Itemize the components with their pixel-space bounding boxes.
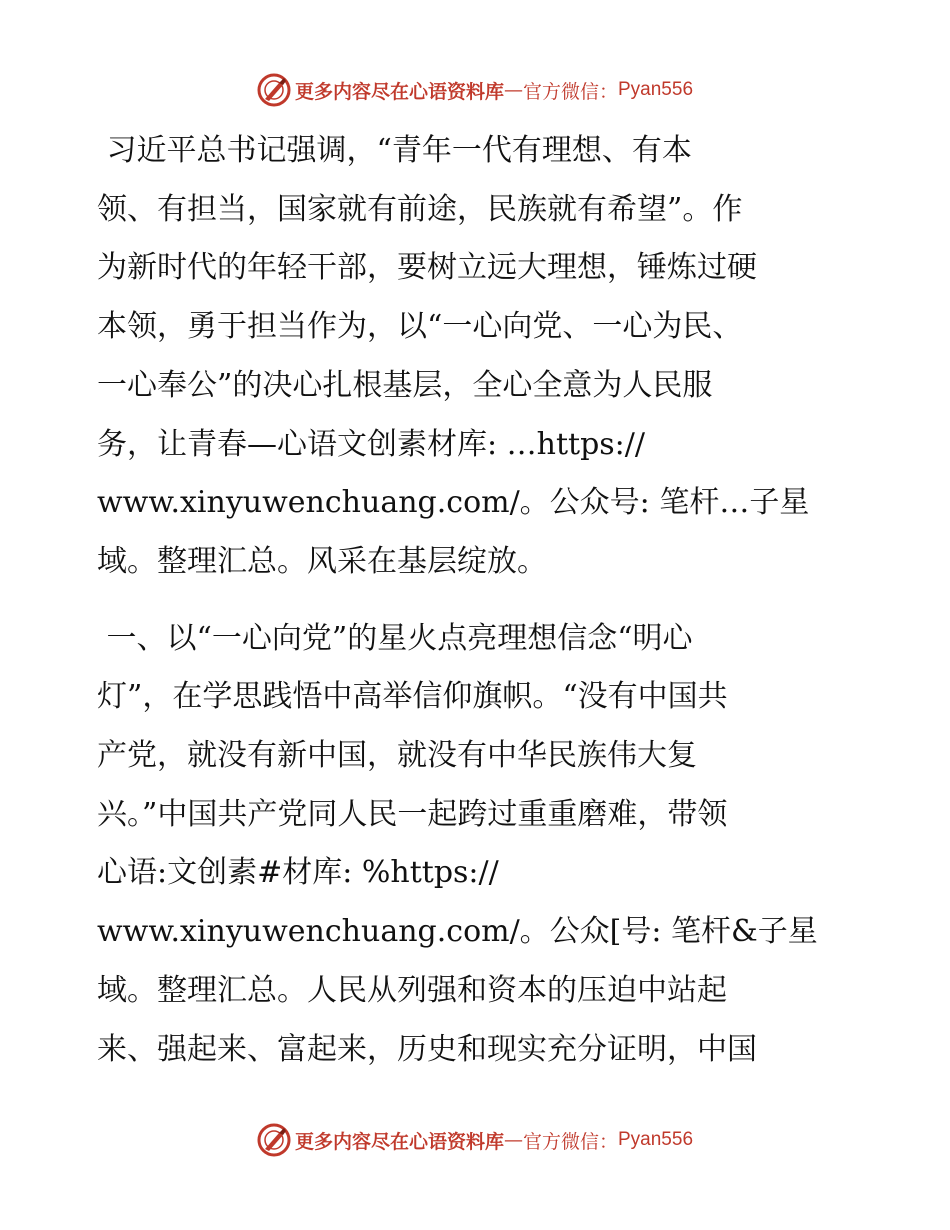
text-line: 务，让青春—心语文创素材库: …https://	[97, 426, 645, 462]
header-watermark-banner	[0, 70, 950, 110]
text-line: 灯”，在学思践悟中高举信仰旗帜。“没有中国共	[97, 679, 728, 715]
text-line: 一、以“一心向党”的星火点亮理想信念“明心	[97, 620, 693, 656]
banner-wechat-id: Pyan556	[618, 1129, 694, 1150]
text-line: 心语:文创素#材库: %https://	[97, 855, 499, 891]
text-line: 为新时代的年轻干部，要树立远大理想，锤炼过硬	[97, 250, 757, 286]
paragraph-2	[97, 610, 857, 1080]
text-line: www.xinyuwenchuang.com/。公众号: 笔杆…子星	[97, 485, 810, 521]
pen-logo-icon	[257, 1123, 291, 1157]
banner-main-text: 更多内容尽在心语资料库	[294, 80, 504, 103]
document-body	[97, 122, 857, 1079]
text-line: www.xinyuwenchuang.com/。公众[号: 笔杆&子星	[97, 914, 818, 950]
banner-wechat-label: 官方微信：	[522, 1130, 618, 1153]
banner-wechat-id: Pyan556	[618, 79, 694, 100]
text-line: 域。整理汇总。风采在基层绽放。	[97, 543, 547, 579]
banner-main-text: 更多内容尽在心语资料库	[294, 1130, 504, 1153]
text-line: 习近平总书记强调，“青年一代有理想、有本	[97, 133, 692, 168]
text-line: 域。整理汇总。人民从列强和资本的压迫中站起	[97, 972, 727, 1008]
text-line: 兴。”中国共产党同人民一起跨过重重磨难，带领	[97, 796, 728, 832]
banner-separator: —	[503, 1129, 523, 1151]
banner-separator: —	[503, 79, 523, 101]
text-line: 一心奉公”的决心扎根基层，全心全意为人民服	[97, 367, 713, 403]
text-line: 来、强起来、富起来，历史和现实充分证明，中国	[97, 1031, 757, 1067]
text-line: 产党，就没有新中国，就没有中华民族伟大复	[97, 738, 697, 774]
text-line: 领、有担当，国家就有前途，民族就有希望”。作	[97, 191, 743, 227]
text-line: 本领，勇于担当作为，以“一心向党、一心为民、	[97, 309, 743, 345]
footer-watermark-banner	[0, 1120, 950, 1160]
pen-logo-icon	[257, 73, 291, 107]
paragraph-gap	[97, 592, 857, 610]
banner-wechat-label: 官方微信：	[522, 80, 618, 103]
paragraph-1	[97, 122, 857, 592]
